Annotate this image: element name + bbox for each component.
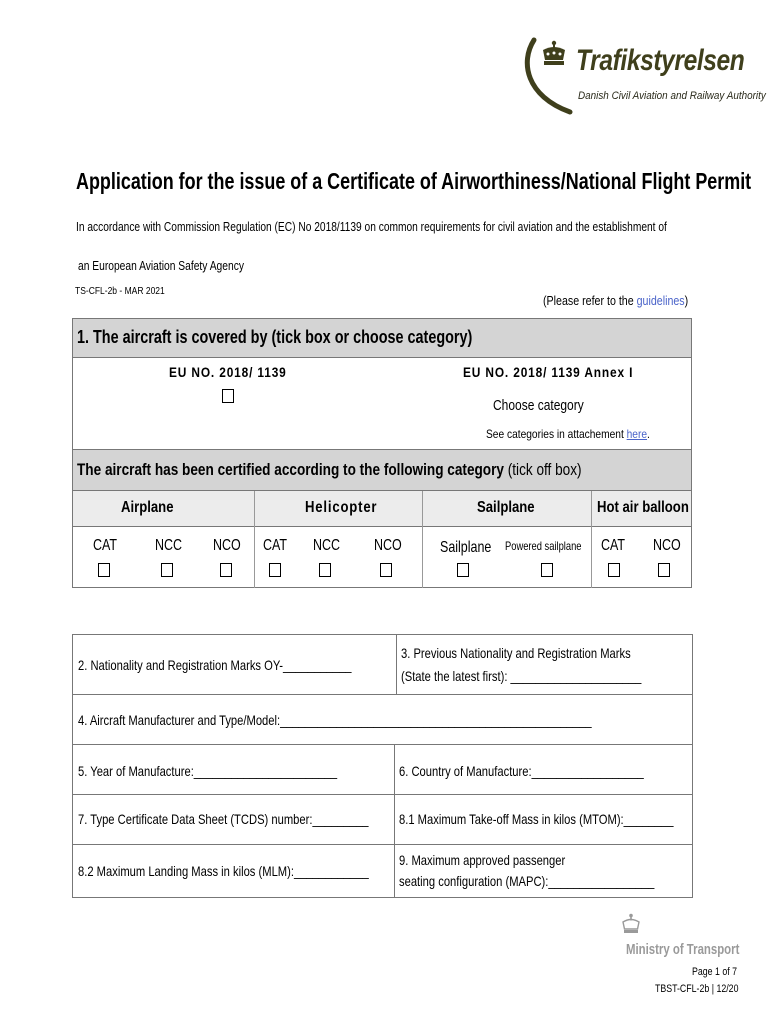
sailplane-checkbox[interactable] (457, 563, 469, 577)
crown-icon (539, 40, 569, 68)
field-81-label: 8.1 Maximum Take-off Mass in kilos (MTOM):________ (399, 811, 674, 827)
certified-heading (77, 460, 582, 480)
field-nationality-marks[interactable] (72, 634, 397, 695)
field-82-label: 8.2 Maximum Landing Mass in kilos (MLM):____________ (78, 863, 369, 879)
certified-heading-rest: (tick off box) (503, 460, 582, 479)
field-mapc[interactable] (394, 844, 693, 898)
field-6-label: 6. Country of Manufacture:__________________ (399, 763, 644, 779)
field-3-label-line2: (State the latest first): _____________________ (401, 668, 642, 684)
section1-heading: 1. The aircraft is covered by (tick box or choose category) (77, 327, 473, 347)
ministry-crown-icon (621, 913, 641, 935)
group-sailplane: Sailplane (477, 499, 535, 516)
field-mtom[interactable] (394, 794, 693, 845)
group-hot-air-balloon: Hot air balloon (597, 499, 689, 516)
footer-document-code: TBST-CFL-2b | 12/20 (655, 983, 739, 995)
balloon-cat-label: CAT (601, 537, 626, 554)
section-aircraft-coverage (72, 318, 692, 588)
divider (254, 491, 255, 588)
field-7-label: 7. Type Certificate Data Sheet (TCDS) number:_________ (78, 811, 369, 827)
logo-subtitle: Danish Civil Aviation and Railway Authority (578, 90, 766, 102)
helicopter-ncc-checkbox[interactable] (319, 563, 331, 577)
airplane-nco-label: NCO (213, 537, 241, 554)
field-manufacturer-type[interactable] (72, 694, 693, 745)
field-5-label: 5. Year of Manufacture:_______________________ (78, 763, 338, 779)
categories-here-link[interactable]: here (626, 427, 648, 441)
refer-suffix: ) (684, 293, 689, 308)
helicopter-cat-checkbox[interactable] (269, 563, 281, 577)
group-airplane: Airplane (121, 499, 174, 516)
section1-header (73, 318, 691, 358)
eu-regulation-checkbox[interactable] (222, 389, 234, 403)
balloon-cat-checkbox[interactable] (608, 563, 620, 577)
logo-name: Trafikstyrelsen (576, 44, 745, 77)
page-number: Page 1 of 7 (692, 966, 738, 978)
page-title: Application for the issue of a Certificate of Airworthiness/National Flight Permit (76, 168, 752, 194)
divider (591, 491, 592, 588)
field-3-label-line1: 3. Previous Nationality and Registration Marks (401, 645, 631, 661)
eu-annex-label: EU NO. 2018/ 1139 Annex I (463, 364, 634, 380)
airplane-cat-checkbox[interactable] (98, 563, 110, 577)
eu-regulation-label: EU NO. 2018/ 1139 (169, 364, 287, 380)
helicopter-nco-label: NCO (374, 537, 402, 554)
helicopter-ncc-label: NCC (313, 537, 341, 554)
powered-sailplane-label: Powered sailplane (505, 539, 582, 553)
airplane-ncc-label: NCC (155, 537, 183, 554)
refer-prefix: (Please refer to the (543, 293, 637, 308)
airplane-cat-label: CAT (93, 537, 118, 554)
field-2-label: 2. Nationality and Registration Marks OY-___________ (78, 657, 352, 673)
intro-line-1: In accordance with Commission Regulation (EC) No 2018/1139 on common requirements for civil aviation and the establishment of (76, 219, 667, 234)
document-code: TS-CFL-2b - MAR 2021 (75, 286, 165, 297)
field-previous-marks[interactable] (396, 634, 693, 695)
certified-category-header (73, 449, 691, 491)
see-categories-text: See categories in attachement (486, 427, 627, 441)
field-tcds-number[interactable] (72, 794, 395, 845)
sailplane-label: Sailplane (440, 539, 492, 556)
field-country-of-manufacture[interactable] (394, 744, 693, 795)
helicopter-cat-label: CAT (263, 537, 288, 554)
ministry-of-transport-label: Ministry of Transport (626, 941, 740, 958)
refer-note (543, 293, 688, 308)
aircraft-details-table (72, 634, 693, 898)
trafikstyrelsen-logo (524, 36, 766, 116)
group-helicopter: Helicopter (305, 499, 378, 516)
balloon-nco-label: NCO (653, 537, 681, 554)
airplane-nco-checkbox[interactable] (220, 563, 232, 577)
field-mlm[interactable] (72, 844, 395, 898)
divider (422, 491, 423, 588)
guidelines-link[interactable]: guidelines (636, 293, 685, 308)
certified-heading-bold: The aircraft has been certified according to the following category (77, 460, 504, 479)
field-9-label-line2: seating configuration (MAPC):_________________ (399, 873, 655, 889)
powered-sailplane-checkbox[interactable] (541, 563, 553, 577)
airplane-ncc-checkbox[interactable] (161, 563, 173, 577)
field-4-label: 4. Aircraft Manufacturer and Type/Model:__________________________________________________ (78, 712, 592, 728)
field-year-of-manufacture[interactable] (72, 744, 395, 795)
field-9-label-line1: 9. Maximum approved passenger (399, 852, 566, 868)
helicopter-nco-checkbox[interactable] (380, 563, 392, 577)
intro-line-2: an European Aviation Safety Agency (78, 258, 244, 273)
see-categories-note (486, 427, 650, 441)
see-categories-suffix: . (647, 427, 650, 441)
choose-category-dropdown[interactable]: Choose category (493, 397, 584, 414)
balloon-nco-checkbox[interactable] (658, 563, 670, 577)
